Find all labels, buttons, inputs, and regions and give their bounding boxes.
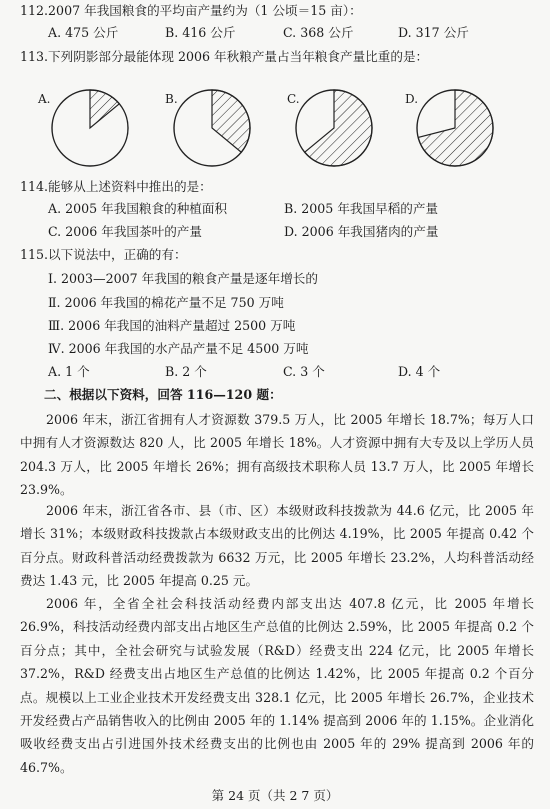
q112-option-d: D. 317 公斤 [398,25,469,40]
paragraph-2 [20,499,534,593]
pie-option-a [52,90,128,166]
pie-label-a: A. [38,92,51,106]
pie-label-c: C. [287,92,300,106]
q115-option-d: D. 4 个 [398,364,441,379]
q115-option-c: C. 3 个 [283,364,325,379]
q115-option-a: A. 1 个 [48,364,90,379]
paragraph-3 [20,592,534,779]
pie-label-d: D. [405,92,419,106]
q115-option-b: B. 2 个 [165,364,207,379]
pie-option-d [417,90,493,166]
pie-label-b: B. [165,92,178,106]
paragraph-2-text: 2006 年末，浙江省各市、县（市、区）本级财政科技拨款为 44.6 亿元，比 2005 年增长 31%；本级财政科技拨款占本级财政支出的比例达 4.19%，比 2005 年提高 0.42 个百分点。财政科普活动经费拨款为 6632 万元，比 2005 年增长 23.2%，人均科普活动经费达 1.43 元，比 2005 年提高 0.25 元。 [20,503,534,589]
paragraph-1-text: 2006 年末，浙江省拥有人才资源数 379.5 万人，比 2005 年增长 18.7%；每万人口中拥有人才资源数达 820 人，比 2005 年增长 18%。人才资源中拥有大专及以上学历人员 204.3 万人，比 2005 年增长 26%；拥有高级技术职称人员 13.7 万人，比 2005 年增长 23.9%。 [20,412,534,498]
q115-statement-3: Ⅲ. 2006 年我国的油料产量超过 2500 万吨 [48,318,296,333]
q115-statement-1: Ⅰ. 2003—2007 年我国的粮食产量是逐年增长的 [48,271,318,286]
paragraph-1 [20,408,534,502]
paragraph-3-text: 2006 年，全省全社会科技活动经费内部支出达 407.8 亿元，比 2005 年增长 26.9%，科技活动经费内部支出占地区生产总值的比例达 2.59%，比 2005 年提高 0.2 个百分点；其中，全社会研究与试验发展（R&D）经费支出 224 亿元，比 2005 年增长 37.2%，R&D 经费支出占地区生产总值的比例达 1.42%，比 2005 年提高 0.2 个百分点。规模以上工业企业技术开发经费支出 328.1 亿元，比 2005 年增长 26.7%，企业技术开发经费占产品销售收入的比例由 2005 年的 1.14% 提高到 2006 年的 1.15%。企业消化吸收经费支出占引进国外技术经费支出的比例也由 2005 年的 29% 提高到 2006 年的 46.7%。 [20,596,534,775]
question-113-stem: 113.下列阴影部分最能体现 2006 年秋粮产量占当年粮食产量比重的是： [20,49,429,64]
question-114-stem: 114.能够从上述资料中推出的是： [20,179,212,194]
q114-option-c: C. 2006 年我国茶叶的产量 [48,224,202,239]
question-112-stem: 112.2007 年我国粮食的平均亩产量约为（1 公顷＝15 亩）： [20,3,362,18]
pie-shaded-sector [90,90,119,128]
q114-option-a: A. 2005 年我国粮食的种植面积 [48,201,228,216]
section-heading: 二、根据以下资料，回答 116—120 题： [44,387,282,402]
q114-option-b: B. 2005 年我国早稻的产量 [284,201,439,216]
q112-option-c: C. 368 公斤 [283,25,354,40]
pie-options-figure [0,80,550,180]
question-115-stem: 115.以下说法中，正确的有： [20,247,187,262]
pie-shaded-sector [212,90,250,152]
q112-option-a: A. 475 公斤 [48,25,119,40]
q115-statement-4: Ⅳ. 2006 年我国的水产品产量不足 4500 万吨 [48,341,309,356]
page-number: 第 24 页（共 2 7 页） [211,788,339,803]
q114-option-d: D. 2006 年我国猪肉的产量 [284,224,439,239]
q112-option-b: B. 416 公斤 [165,25,236,40]
pie-option-c [296,90,372,166]
q115-statement-2: Ⅱ. 2006 年我国的棉花产量不足 750 万吨 [48,295,284,310]
pie-option-b [174,90,250,166]
